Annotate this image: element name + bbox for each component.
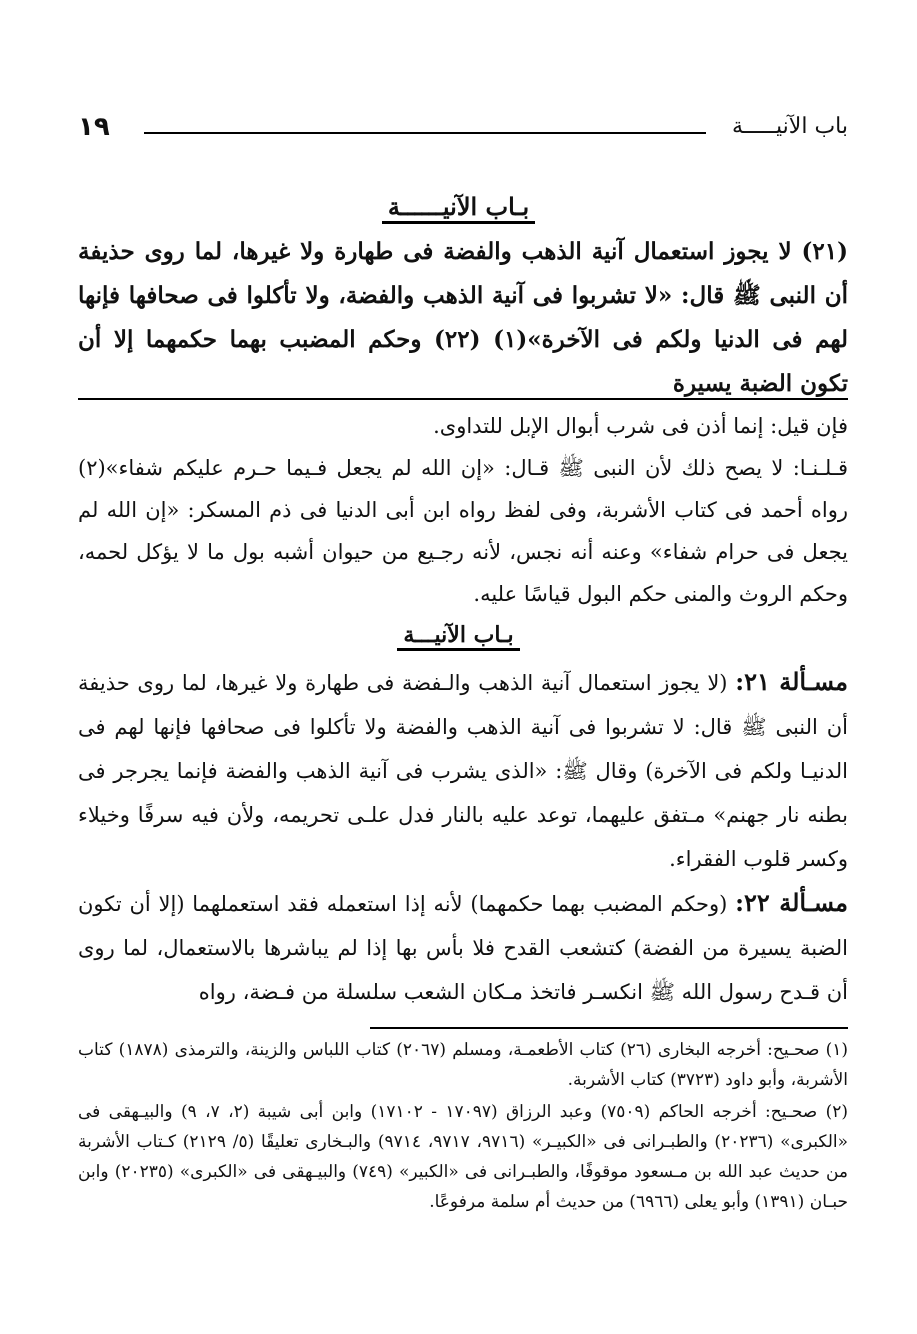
commentary-block [78, 405, 848, 615]
running-title: باب الآنيـــــة [732, 114, 848, 139]
footnote-2: (٢) صحـيح: أخرجه الحاكم (٧٥٠٩) وعبد الرزاق (١٧٠٩٧ - ١٧١٠٢) وابن أبى شيبة (٢، ٧، ٩) والبيـهقى فى «الكبرى» (٢٠٢٣٦) والطبـرانى فى «الكبيـر» (٩٧١٦، ٩٧١٧، ٩٧١٤) والبـخارى تعليقًا (٥/ ٢١٢٩) كـتاب الأشربة من حديث عبد الله بن مـسعود موقوفًا، والطبـرانى فى «الكبير» (٧٤٩) والبيـهقى فى «الكبرى» (٢٠٢٣٥) وابن حبـان (١٣٩١) وأبو يعلى (٦٩٦٦) من حديث أم سلمة مرفوعًا. [78, 1102, 849, 1212]
masala-22-text: (وحكم المضبب بهما حكمهما) لأنه إذا استعمله فقد استعملهما (إلا أن تكون الضبة يسيرة من الفضة) كتشعب القدح فلا بأس بها إذا لم يباشرها بالاستعمال، لما روى أن قـدح رسول الله ﷺ انكسـر فاتخذ مـكان الشعب سلسلة من فـضة، رواه [78, 892, 848, 1004]
masala-21 [78, 660, 848, 881]
chapter-title [0, 192, 917, 221]
chapter-title-text: بـاب الآنيــــــة [382, 192, 535, 224]
page-header [78, 112, 848, 146]
footnote-1: (١) صحـيح: أخرجه البخارى (٢٦) كتاب الأطعمـة، ومسلم (٢٠٦٧) كتاب اللباس والزينة، والترمذى (١٨٧٨) كتاب الأشربة، وأبو داود (٣٧٢٣) كتاب الأشربة. [78, 1040, 848, 1090]
section-divider [78, 398, 848, 400]
footnote-rule [370, 1027, 848, 1029]
masala-22-label: مسـألة ٢٢: [735, 888, 848, 917]
commentary-paragraph-1: فإن قيل: إنما أذن فى شرب أبوال الإبل للتداوى. [433, 414, 848, 438]
masala-block [78, 660, 848, 1014]
masala-21-text: (لا يجوز استعمال آنية الذهب والـفضة فى طهارة ولا غيرها، لما روى حذيفة أن النبى ﷺ قال: لا تشربوا فى آنية الذهب والفضة ولا تأكلوا فى صحافها فإنها لهم فى الدنيـا ولكم فى الآخرة) وقال ﷺ: «الذى يشرب فى آنية الذهب والفضة فإنما يجرجر فى بطنه نار جهنم» مـتفق عليهما، توعد عليه بالنار فدل علـى تحريمه، ولأن فيه سرفًا وخيلاء وكسر قلوب الفقراء. [78, 671, 848, 871]
masala-21-label: مسـألة ٢١: [735, 667, 849, 696]
chapter-title-2-text: بـاب الآنيـــة [397, 622, 519, 651]
chapter-title-2 [0, 622, 917, 648]
masala-22 [78, 881, 848, 1014]
header-rule [144, 132, 706, 134]
page-number: ١٩ [78, 112, 110, 142]
main-text-block: (٢١) لا يجوز استعمال آنية الذهب والفضة فى طهارة ولا غيرها، لما روى حذيفة أن النبى ﷺ قال: «لا تشربوا فى آنية الذهب والفضة، ولا تأكلوا فى صحافها فإنها لهم فى الدنيا ولكم فى الآخرة»(١) (٢٢) وحكم المضبب بهما حكمهما إلا أن تكون الضبة يسيرة [78, 238, 848, 397]
footnotes [78, 1035, 848, 1219]
commentary-paragraph-2: قـلـنـا: لا يصح ذلك لأن النبى ﷺ قـال: «إن الله لم يجعل فـيما حـرم عليكم شفاء»(٢) رواه أحمد فى كتاب الأشربة، وفى لفظ رواه ابن أبى الدنيا فى ذم المسكر: «إن الله لم يجعل فى حرام شفاء» وعنه أنه نجس، لأنه رجـيع من حيوان أشبه بول ما لا يؤكل لحمه، وحكم الروث والمنى حكم البول قياسًا عليه. [78, 456, 848, 606]
